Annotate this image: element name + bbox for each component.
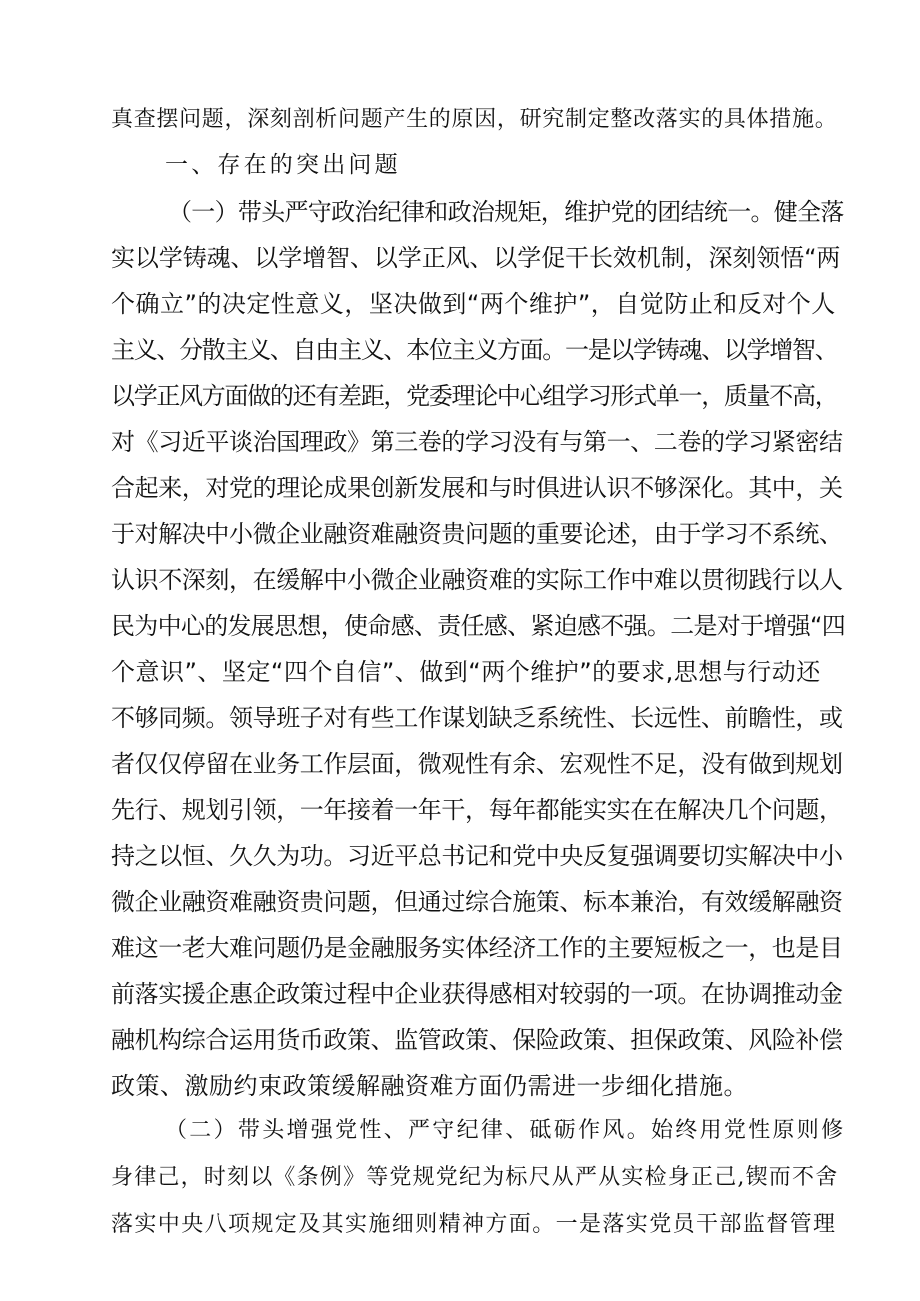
part1-line: 难这一老大难问题仍是金融服务实体经济工作的主要短板之一，也是目 bbox=[111, 934, 843, 962]
part1-line: 个确立”的决定性意义，坚决做到“两个维护”，自觉防止和反对个人 bbox=[111, 290, 836, 318]
part1-line: 微企业融资难融资贵问题，但通过综合施策、标本兼治，有效缓解融资 bbox=[111, 888, 843, 916]
part1-line: 前落实援企惠企政策过程中企业获得感相对较弱的一项。在协调推动金 bbox=[111, 980, 843, 1008]
part1-line: 对《习近平谈治国理政》第三卷的学习没有与第一、二卷的学习紧密结 bbox=[111, 428, 843, 456]
part2-line: 落实中央八项规定及其实施细则精神方面。一是落实党员干部监督管理 bbox=[111, 1212, 837, 1237]
section-heading: 一、存在的突出问题 bbox=[165, 152, 401, 178]
part1-line: 先行、规划引领，一年接着一年干，每年都能实实在在解决几个问题， bbox=[111, 796, 843, 824]
part1-line: 政策、激励约束政策缓解融资难方面仍需进一步细化措施。 bbox=[111, 1072, 748, 1100]
part1-line: 民为中心的发展思想，使命感、责任感、紧迫感不强。二是对于增强“四 bbox=[111, 612, 846, 640]
intro-line: 真查摆问题，深刻剖析问题产生的原因，研究制定整改落实的具体措施。 bbox=[111, 107, 838, 132]
part2-line: 身律己，时刻以《条例》等党规党纪为标尺从严从实检身正己,锲而不舍 bbox=[111, 1165, 839, 1190]
part1-line: 以学正风方面做的还有差距，党委理论中心组学习形式单一，质量不高， bbox=[111, 382, 838, 410]
part1-line: 合起来，对党的理论成果创新发展和与时俱进认识不够深化。其中，关 bbox=[111, 474, 843, 502]
part1-line: 融机构综合运用货币政策、监管政策、保险政策、担保政策、风险补偿 bbox=[111, 1026, 843, 1054]
part1-line: 者仅仅停留在业务工作层面，微观性有余、宏观性不足，没有做到规划 bbox=[111, 750, 843, 778]
part1-line: 认识不深刻，在缓解中小微企业融资难的实际工作中难以贯彻践行以人 bbox=[111, 566, 843, 594]
part1-line: （一）带头严守政治纪律和政治规矩，维护党的团结统一。健全落 bbox=[168, 198, 844, 226]
part2-line: （二）带头增强党性、严守纪律、砥砺作风。始终用党性原则修 bbox=[165, 1118, 846, 1143]
part1-line: 实以学铸魂、以学增智、以学正风、以学促干长效机制，深刻领悟“两 bbox=[111, 244, 841, 272]
part1-line: 个意识”、坚定“四个自信”、做到“两个维护”的要求,思想与行动还 bbox=[111, 658, 821, 686]
part1-line: 于对解决中小微企业融资难融资贵问题的重要论述，由于学习不系统、 bbox=[111, 520, 843, 548]
part1-line: 主义、分散主义、自由主义、本位主义方面。一是以学铸魂、以学增智、 bbox=[111, 336, 838, 364]
part1-line: 不够同频。领导班子对有些工作谋划缺乏系统性、长远性、前瞻性，或 bbox=[111, 704, 843, 732]
part1-line: 持之以恒、久久为功。习近平总书记和党中央反复强调要切实解决中小 bbox=[111, 842, 843, 870]
